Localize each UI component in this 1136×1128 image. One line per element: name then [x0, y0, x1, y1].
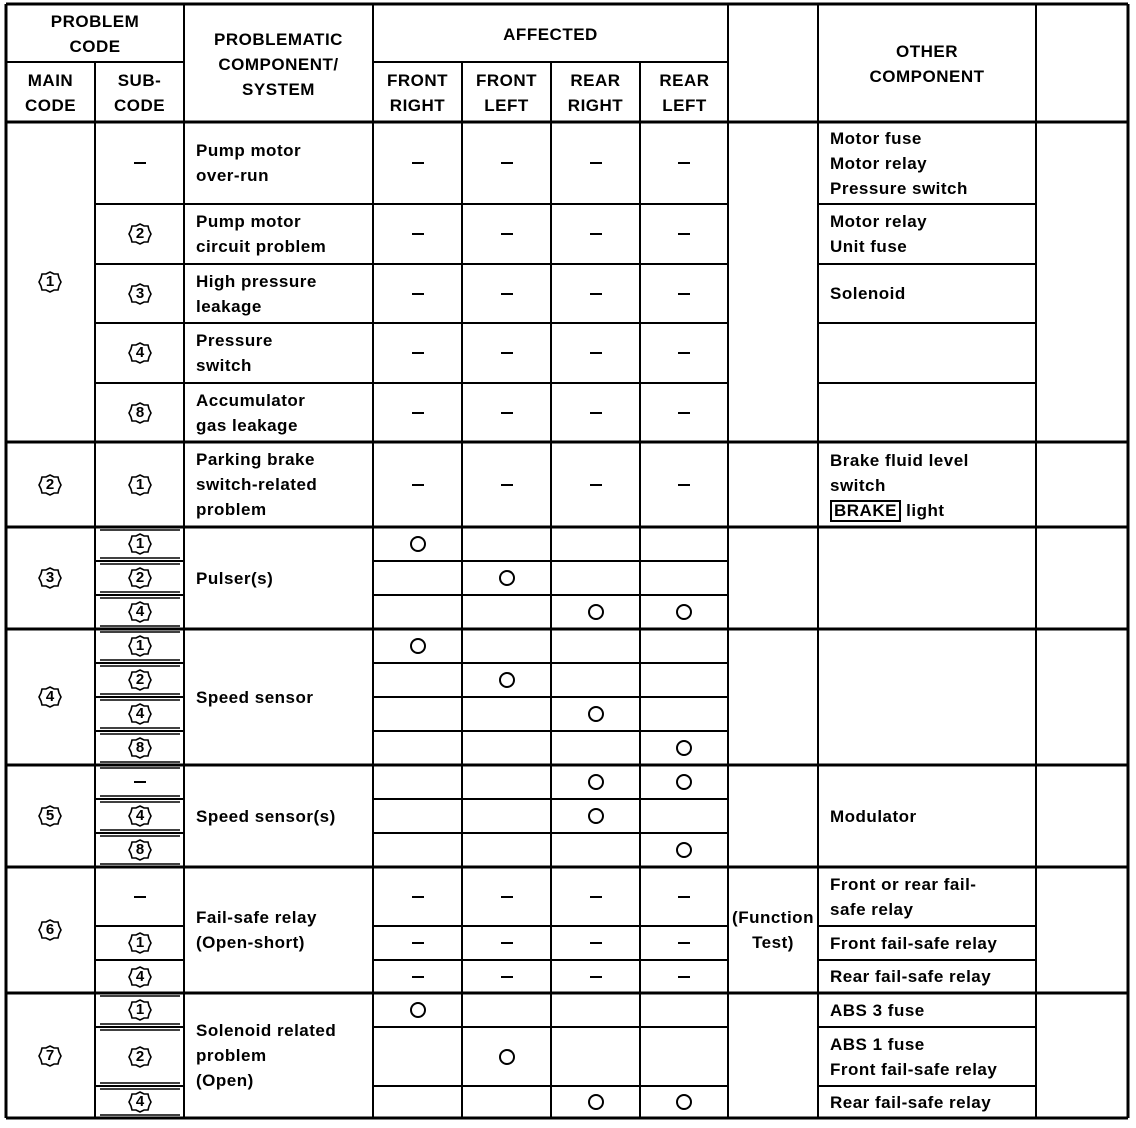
other-component-label: Front fail-safe relay	[830, 933, 998, 953]
other-component-label: Motor relay Unit fuse	[830, 212, 928, 256]
code-number: 5	[45, 807, 55, 824]
header-main-code: MAIN CODE	[24, 71, 77, 115]
sub-code---dash	[134, 781, 146, 783]
sub-code-2-icon	[128, 669, 152, 691]
affected-circle-mark	[588, 808, 604, 824]
code-number: 2	[135, 225, 145, 242]
header-rear-right: REAR RIGHT	[567, 71, 624, 115]
code-number: 1	[135, 535, 145, 552]
affected-dash	[678, 896, 690, 898]
code-number: 6	[45, 921, 55, 938]
main-code-5-icon	[38, 805, 62, 827]
header-problematic-component: PROBLEMATIC COMPONENT/ SYSTEM	[214, 29, 343, 99]
affected-dash	[678, 412, 690, 414]
sub-code---dash	[134, 162, 146, 164]
component-label: Accumulator gas leakage	[196, 390, 306, 435]
sub-code-1-icon	[128, 932, 152, 954]
affected-dash	[590, 976, 602, 978]
header-front-left: FRONT LEFT	[475, 71, 538, 115]
affected-dash	[678, 976, 690, 978]
sub-code-4-icon	[128, 1091, 152, 1113]
header-other-component: OTHER COMPONENT	[869, 42, 985, 86]
sub-code-8-icon	[128, 402, 152, 424]
affected-dash	[590, 484, 602, 486]
main-code-2-icon	[38, 474, 62, 496]
code-number: 3	[45, 569, 55, 586]
code-number: 3	[135, 284, 145, 302]
code-number: 2	[135, 1047, 145, 1065]
header-affected: AFFECTED	[503, 24, 598, 44]
affected-circle-mark	[499, 1049, 515, 1065]
other-component-label: Rear fail-safe relay	[830, 1092, 992, 1112]
affected-dash	[590, 412, 602, 414]
affected-circle-mark	[676, 1094, 692, 1110]
other-component-label: Modulator	[830, 806, 917, 826]
affected-dash	[412, 233, 424, 235]
component-label: High pressure leakage	[196, 271, 317, 316]
code-number: 2	[135, 671, 145, 688]
other-component-label: ABS 1 fuse Front fail-safe relay	[830, 1034, 998, 1079]
code-number: 8	[135, 841, 145, 858]
affected-dash	[501, 412, 513, 414]
component-label: Solenoid related problem (Open)	[196, 1021, 337, 1090]
sub-code-8-icon	[128, 737, 152, 759]
other-component-label: ABS 3 fuse	[830, 1000, 925, 1020]
affected-dash	[501, 162, 513, 164]
code-number: 4	[135, 705, 145, 722]
other-component-label: Solenoid	[830, 284, 906, 303]
component-label: Pump motor over-run	[196, 141, 302, 185]
main-code-6-icon	[38, 919, 62, 941]
affected-dash	[412, 484, 424, 486]
code-number: 1	[135, 637, 145, 654]
code-number: 8	[135, 739, 145, 756]
function-test-note: (Function Test)	[732, 908, 814, 952]
code-number: 8	[135, 403, 145, 421]
affected-circle-mark	[499, 672, 515, 688]
affected-dash	[412, 896, 424, 898]
component-label: Pulser(s)	[196, 568, 274, 588]
sub-code-1-icon	[128, 474, 152, 496]
code-number: 1	[45, 273, 55, 290]
affected-dash	[501, 484, 513, 486]
component-label: Speed sensor(s)	[196, 806, 336, 826]
code-number: 4	[45, 688, 55, 705]
code-number: 4	[135, 1093, 145, 1110]
brake-indicator-badge: BRAKE	[830, 500, 901, 522]
sub-code-4-icon	[128, 703, 152, 725]
affected-dash	[412, 412, 424, 414]
code-number: 4	[135, 807, 145, 824]
affected-dash	[501, 942, 513, 944]
header-rear-left: REAR LEFT	[659, 71, 710, 115]
code-number: 7	[45, 1046, 55, 1064]
code-number: 4	[135, 603, 145, 620]
sub-code-2-icon	[128, 1046, 152, 1068]
main-code-3-icon	[38, 567, 62, 589]
sub-code-4-icon	[128, 966, 152, 988]
main-code-4-icon	[38, 686, 62, 708]
affected-dash	[501, 896, 513, 898]
sub-code-1-icon	[128, 533, 152, 555]
affected-dash	[590, 293, 602, 295]
affected-circle-mark	[499, 570, 515, 586]
affected-dash	[590, 942, 602, 944]
code-number: 1	[135, 1001, 145, 1018]
affected-dash	[501, 352, 513, 354]
affected-dash	[501, 293, 513, 295]
affected-circle-mark	[410, 1002, 426, 1018]
affected-dash	[412, 162, 424, 164]
affected-dash	[590, 896, 602, 898]
affected-circle-mark	[588, 774, 604, 790]
component-label: Parking brake switch-related problem	[196, 450, 318, 519]
affected-dash	[590, 352, 602, 354]
sub-code-4-icon	[128, 805, 152, 827]
affected-dash	[412, 293, 424, 295]
affected-dash	[501, 233, 513, 235]
other-component-label: Rear fail-safe relay	[830, 967, 992, 986]
affected-dash	[590, 162, 602, 164]
affected-circle-mark	[676, 740, 692, 756]
affected-circle-mark	[676, 604, 692, 620]
code-number: 1	[135, 475, 145, 493]
other-component-label: Front or rear fail- safe relay	[830, 874, 977, 919]
affected-dash	[590, 233, 602, 235]
sub-code-8-icon	[128, 839, 152, 861]
affected-circle-mark	[588, 706, 604, 722]
code-number: 4	[135, 967, 145, 985]
affected-dash	[678, 233, 690, 235]
code-number: 4	[135, 344, 145, 361]
component-label: Fail-safe relay (Open-short)	[196, 908, 317, 952]
component-label: Pressure switch	[196, 331, 273, 375]
affected-dash	[678, 942, 690, 944]
affected-dash	[678, 293, 690, 295]
affected-circle-mark	[410, 536, 426, 552]
affected-circle-mark	[676, 774, 692, 790]
affected-circle-mark	[676, 842, 692, 858]
affected-dash	[412, 942, 424, 944]
affected-dash	[678, 352, 690, 354]
header-front-right: FRONT RIGHT	[386, 71, 449, 115]
sub-code-1-icon	[128, 999, 152, 1021]
sub-code-1-icon	[128, 635, 152, 657]
sub-code-2-icon	[128, 223, 152, 245]
sub-code---dash	[134, 896, 146, 898]
other-component-label: Motor fuse Motor relay Pressure switch	[830, 128, 968, 198]
affected-circle-mark	[588, 1094, 604, 1110]
sub-code-4-icon	[128, 342, 152, 364]
brake-light-label	[830, 498, 945, 523]
affected-dash	[412, 352, 424, 354]
affected-dash	[501, 976, 513, 978]
sub-code-3-icon	[128, 283, 152, 305]
header-sub-code: SUB- CODE	[113, 71, 166, 115]
header-problem-code: PROBLEM CODE	[50, 12, 140, 56]
sub-code-4-icon	[128, 601, 152, 623]
code-number: 2	[45, 475, 55, 493]
brake-light-suffix: light	[900, 500, 945, 520]
code-number: 2	[135, 569, 145, 586]
affected-dash	[412, 976, 424, 978]
sub-code-2-icon	[128, 567, 152, 589]
affected-circle-mark	[588, 604, 604, 620]
component-label: Pump motor circuit problem	[196, 212, 327, 256]
other-component-label: Brake fluid level switch	[830, 450, 969, 495]
affected-dash	[678, 162, 690, 164]
main-code-1-icon	[38, 271, 62, 293]
affected-dash	[678, 484, 690, 486]
code-number: 1	[135, 934, 145, 951]
component-label: Speed sensor	[196, 687, 314, 707]
main-code-7-icon	[38, 1045, 62, 1067]
affected-circle-mark	[410, 638, 426, 654]
